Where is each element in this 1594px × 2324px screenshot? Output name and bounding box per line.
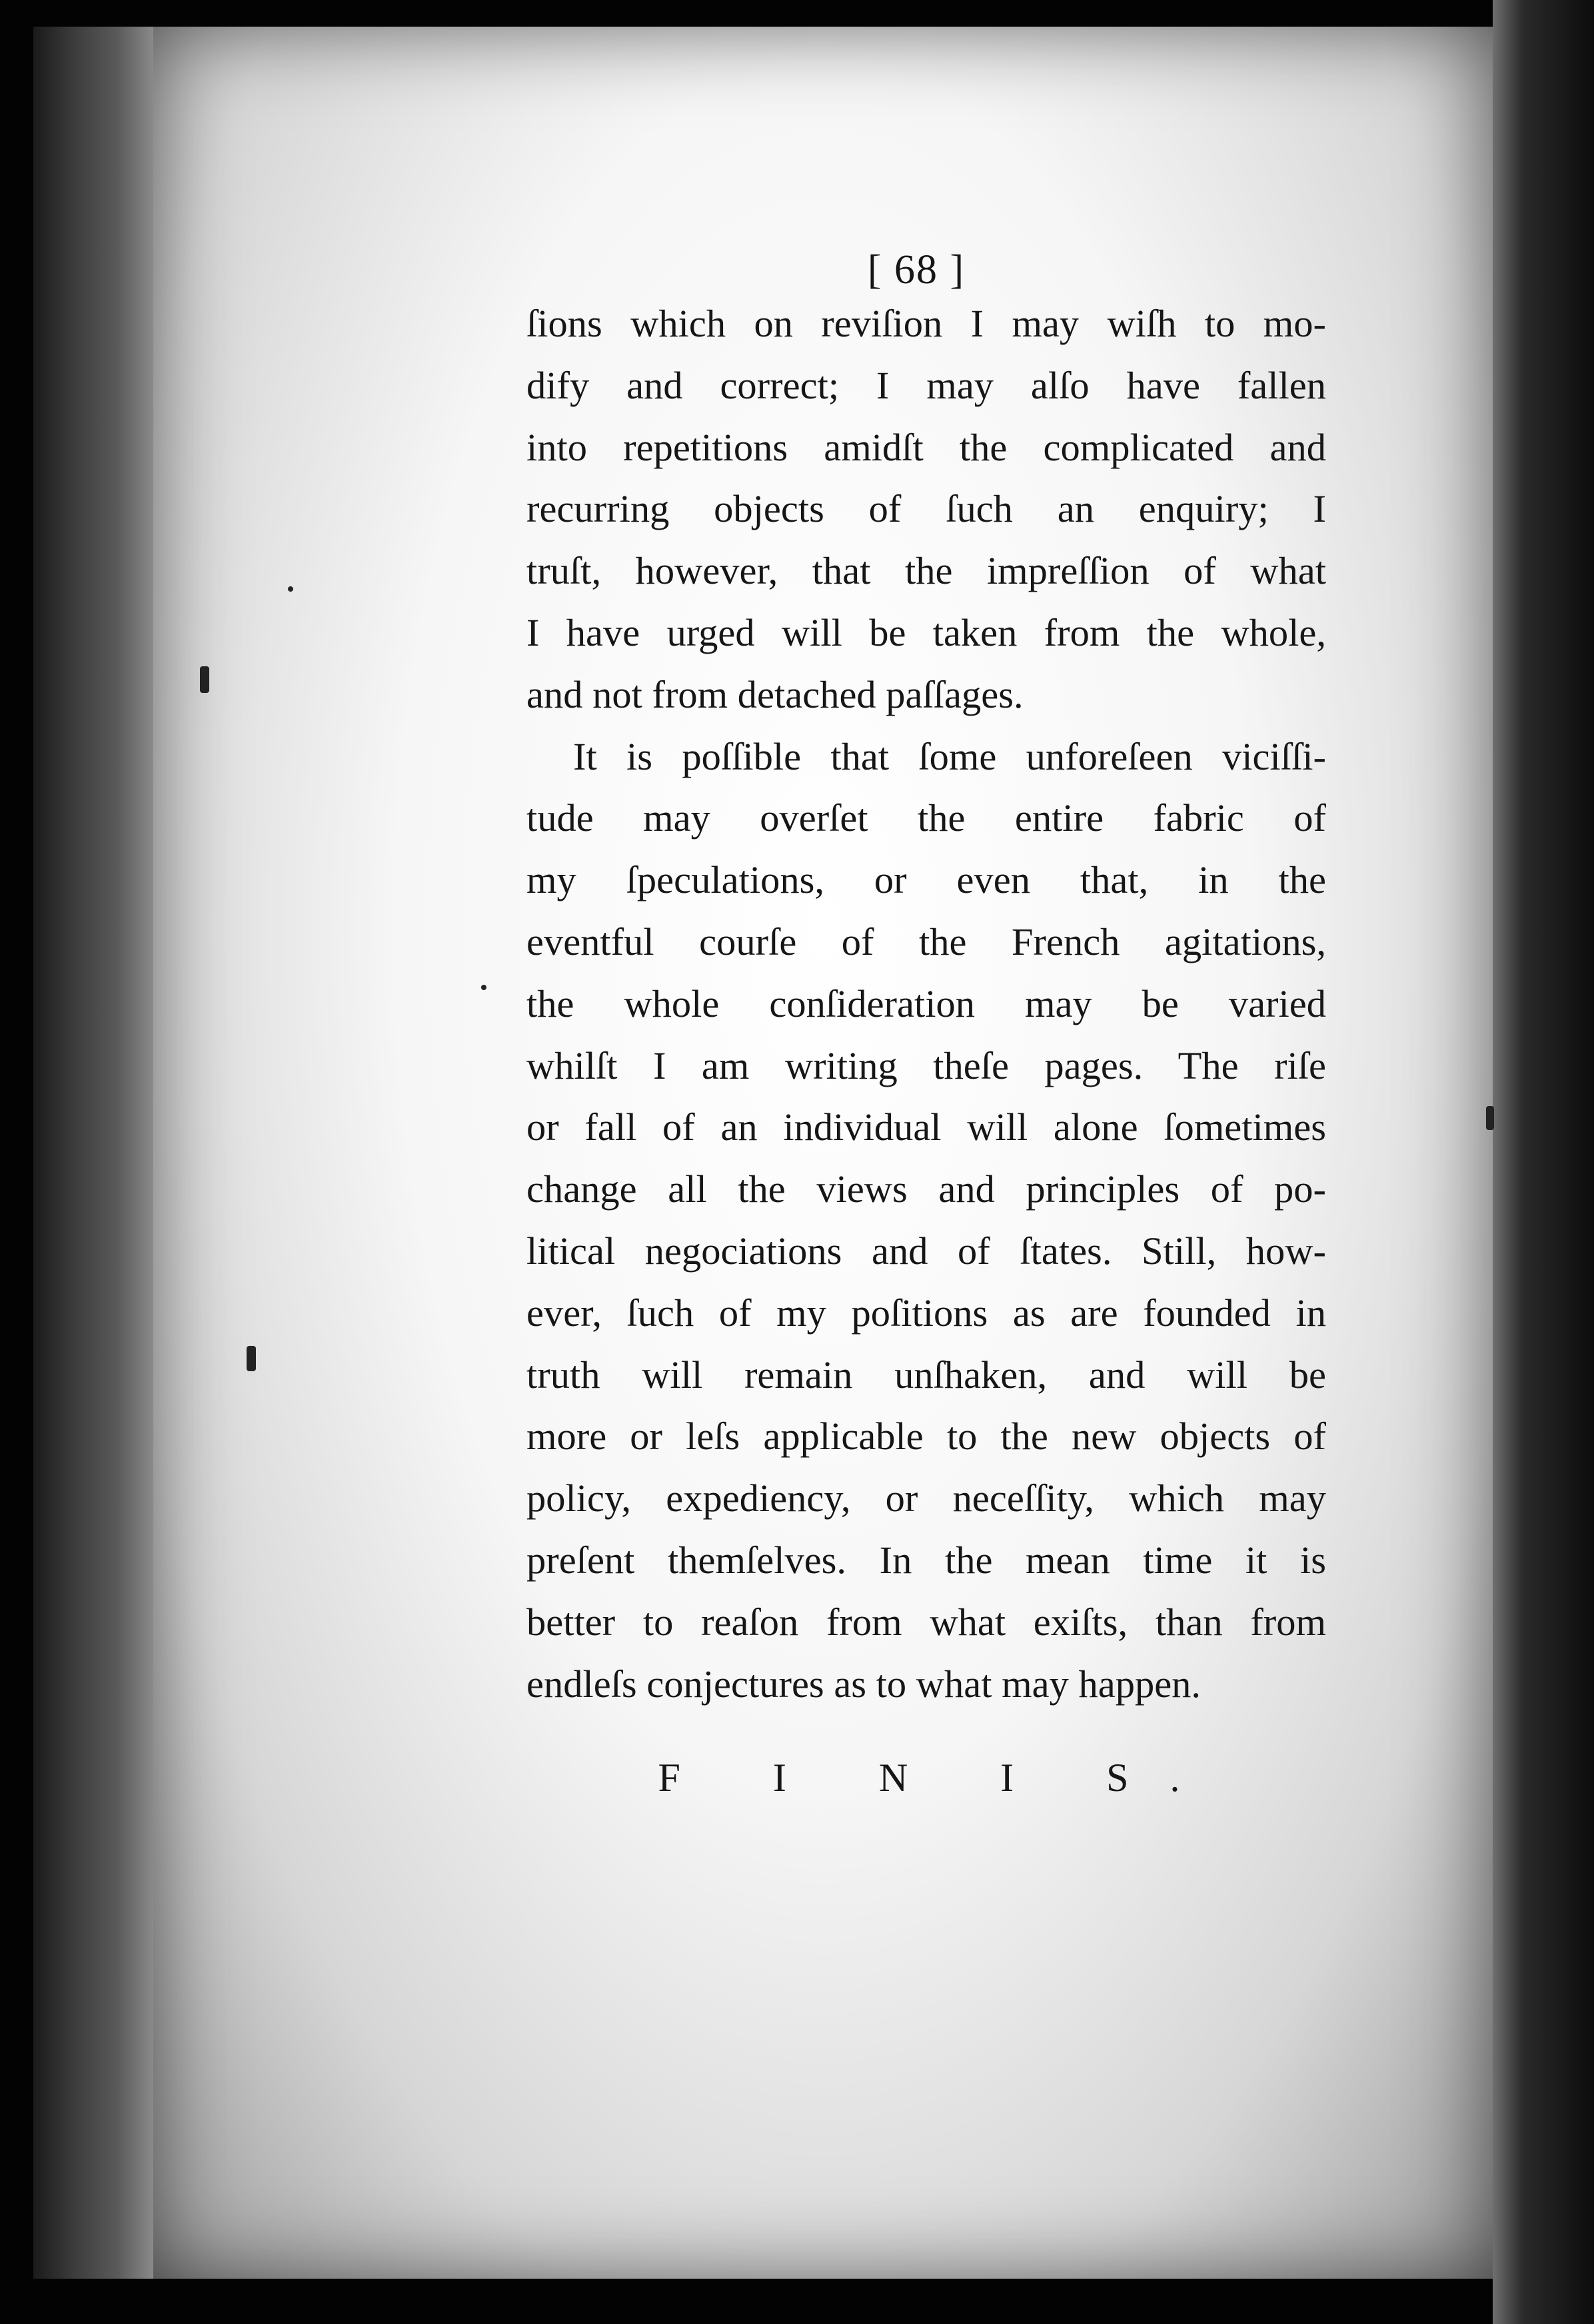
- text-line: tude may overſet the entire fabric of: [526, 796, 1326, 840]
- text-line: I have urged will be taken from the whole,: [526, 610, 1326, 654]
- text-line: preſent themſelves. In the mean time it is: [526, 1538, 1326, 1582]
- text-line: better to reaſon from what exiſts, than from: [526, 1600, 1326, 1644]
- text-line: ſions which on reviſion I may wiſh to mo-: [526, 302, 1326, 345]
- torn-page-edge: [1493, 0, 1594, 2324]
- text-line: recurring objects of ſuch an enquiry; I: [526, 487, 1326, 531]
- text-line: change all the views and principles of po-: [526, 1167, 1326, 1211]
- text-line: policy, expediency, or neceſſity, which may: [526, 1476, 1326, 1520]
- text-line: eventful courſe of the French agitations,: [526, 919, 1326, 963]
- page-number-header: [ 68 ]: [867, 247, 966, 292]
- text-line: ever, ſuch of my poſitions as are founded in: [526, 1291, 1326, 1335]
- scan-speck: [481, 985, 486, 990]
- text-line: the whole conſideration may be varied: [526, 981, 1326, 1025]
- text-line: litical negociations and of ſtates. Still, how-: [526, 1229, 1326, 1273]
- binding-edge: [33, 27, 153, 2279]
- finis-heading: F I N I S.: [658, 1756, 1221, 1800]
- text-line: truſt, however, that the impreſſion of what: [526, 549, 1326, 593]
- text-line: and not from detached paſſages.: [526, 672, 1024, 716]
- scan-speck: [288, 586, 293, 592]
- text-line: dify and correct; I may alſo have fallen: [526, 363, 1326, 407]
- scan-speck: [247, 1346, 256, 1371]
- text-line: my ſpeculations, or even that, in the: [526, 858, 1326, 902]
- text-line: truth will remain unſhaken, and will be: [526, 1353, 1326, 1397]
- text-line: endleſs conjectures as to what may happen.: [526, 1662, 1201, 1706]
- text-line: into repetitions amidſt the complicated and: [526, 425, 1326, 469]
- text-line: or fall of an individual will alone ſometimes: [526, 1105, 1326, 1149]
- page-content: [526, 247, 1326, 1801]
- scan-speck: [200, 666, 209, 693]
- scan-speck: [1486, 1106, 1494, 1130]
- text-line: whilſt I am writing theſe pages. The riſe: [526, 1043, 1326, 1087]
- paragraph-1: [526, 293, 1326, 726]
- text-line: more or leſs applicable to the new objects of: [526, 1415, 1326, 1458]
- paragraph-2: [526, 726, 1326, 1716]
- text-line: It is poſſible that ſome unforeſeen viciſſi-: [573, 734, 1326, 778]
